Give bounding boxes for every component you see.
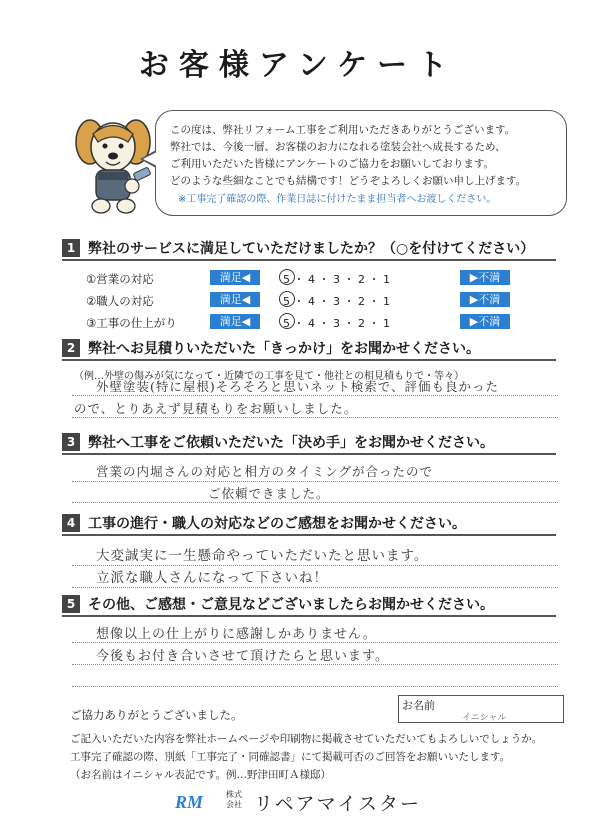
answer-rule	[72, 417, 558, 418]
name-label: お名前	[402, 699, 435, 712]
question-3-header	[62, 431, 556, 453]
unsatisfied-badge: ▶不満	[460, 270, 510, 285]
satisfied-badge: 満足◀	[210, 270, 260, 285]
page-title: お客様アンケート	[138, 48, 458, 83]
rating-scale[interactable]: 5 ・ 4 ・ 3 ・ 2 ・ 1	[283, 273, 390, 286]
intro-line-3: ご利用いただいた皆様にアンケートのご協力をお願いしております。	[170, 158, 495, 170]
answer-line[interactable]: 今後もお付き合いさせて頂けたらと思います。	[96, 649, 389, 664]
unsatisfied-badge: ▶不満	[460, 292, 510, 307]
rating-label-craftsman: ②職人の対応	[86, 294, 154, 308]
question-number: 2	[62, 339, 80, 357]
answer-line[interactable]: 立派な職人さんになって下さいね！	[96, 570, 328, 586]
example-text: （例…外壁の傷みが気になって・近隣での工事を見て・他社との相見積もりで・等々）	[74, 371, 464, 382]
intro-line-2: 弊社では、今後一層、お客様のお力になれる塗装会社へ成長するため、	[170, 141, 506, 153]
question-number: 3	[62, 433, 80, 451]
answer-rule	[72, 664, 558, 665]
intro-line-1: この度は、弊社リフォーム工事をご利用いただきありがとうございます。	[170, 124, 516, 136]
question-1-header	[62, 237, 556, 259]
answer-rule	[72, 502, 558, 503]
rating-label-finish: ③工事の仕上がり	[86, 316, 177, 330]
answer-rule	[72, 642, 558, 643]
question-text: 工事の進行・職人の対応などのご感想をお聞かせください。	[88, 516, 466, 532]
company-prefix-line-2: 会社	[226, 800, 242, 809]
company-name: リペアマイスター	[254, 793, 422, 815]
unsatisfied-badge: ▶不満	[460, 314, 510, 329]
rating-label-sales: ①営業の対応	[86, 272, 154, 286]
divider	[62, 259, 556, 261]
answer-line[interactable]: 外壁塗装(特に屋根)そろそろと思いネット検索で、評価も良かった	[96, 379, 500, 394]
question-number: 5	[62, 595, 80, 613]
answer-line[interactable]: 営業の内堀さんの対応と相方のタイミングが合ったので	[96, 464, 434, 479]
question-number: 4	[62, 514, 80, 532]
footer-note-3: （お名前はイニシャル表記です。例…野津田町Ａ様邸）	[70, 769, 332, 781]
answer-rule	[72, 395, 558, 396]
question-text: 弊社へお見積りいただいた「きっかけ」をお聞かせください。	[88, 341, 480, 357]
satisfied-badge: 満足◀	[210, 314, 260, 329]
divider	[62, 359, 556, 361]
footer-note-1: ご記入いただいた内容を弊社ホームページや印刷物に掲載させていただいてもよろしいでしょうか。	[70, 733, 543, 745]
divider	[62, 453, 556, 455]
company-logo-icon	[173, 791, 211, 813]
name-value: イニシャル	[462, 713, 507, 723]
company-prefix-line-1: 株式	[226, 790, 242, 799]
intro-note: ※工事完了確認の際、作業日誌に付けたまま担当者へお渡しください。	[178, 194, 497, 205]
question-text: その他、ご感想・ご意見などございましたらお聞かせください。	[88, 597, 494, 613]
company-prefix	[226, 790, 242, 810]
question-text: 弊社のサービスに満足していただけましたか？（○を付けてください）	[88, 241, 535, 257]
answer-rule	[72, 481, 558, 482]
rating-scale[interactable]: 5 ・ 4 ・ 3 ・ 2 ・ 1	[283, 317, 390, 330]
answer-line[interactable]: ご依頼できました。	[208, 486, 330, 501]
question-5-header	[62, 593, 556, 615]
answer-line[interactable]: ので、とりあえず見積もりをお願いしました。	[74, 401, 358, 416]
footer-note-2: 工事完了確認の際、別紙「工事完了・同確認書」にて掲載可否のご回答をお願いいたします。	[70, 751, 511, 763]
answer-line[interactable]: 大変誠実に一生懸命やっていただいたと思います。	[96, 548, 429, 564]
divider	[62, 534, 556, 536]
answer-rule	[72, 686, 558, 687]
logo-mark-text: RM	[175, 792, 204, 812]
rating-scale[interactable]: 5 ・ 4 ・ 3 ・ 2 ・ 1	[283, 295, 390, 308]
answer-rule	[72, 587, 558, 588]
question-number: 1	[62, 239, 80, 257]
question-4-header	[62, 512, 556, 534]
satisfied-badge: 満足◀	[210, 292, 260, 307]
thanks-text: ご協力ありがとうございました。	[70, 708, 243, 722]
question-text: 弊社へ工事をご依頼いただいた「決め手」をお聞かせください。	[88, 435, 494, 451]
intro-line-4: どのような些細なことでも結構です！どうぞよろしくお願い申し上げます。	[170, 175, 527, 187]
answer-line[interactable]: 想像以上の仕上がりに感謝しかありません。	[96, 627, 377, 642]
question-2-header	[62, 337, 556, 359]
divider	[62, 615, 556, 617]
speech-bubble-tail-inner	[143, 152, 157, 166]
